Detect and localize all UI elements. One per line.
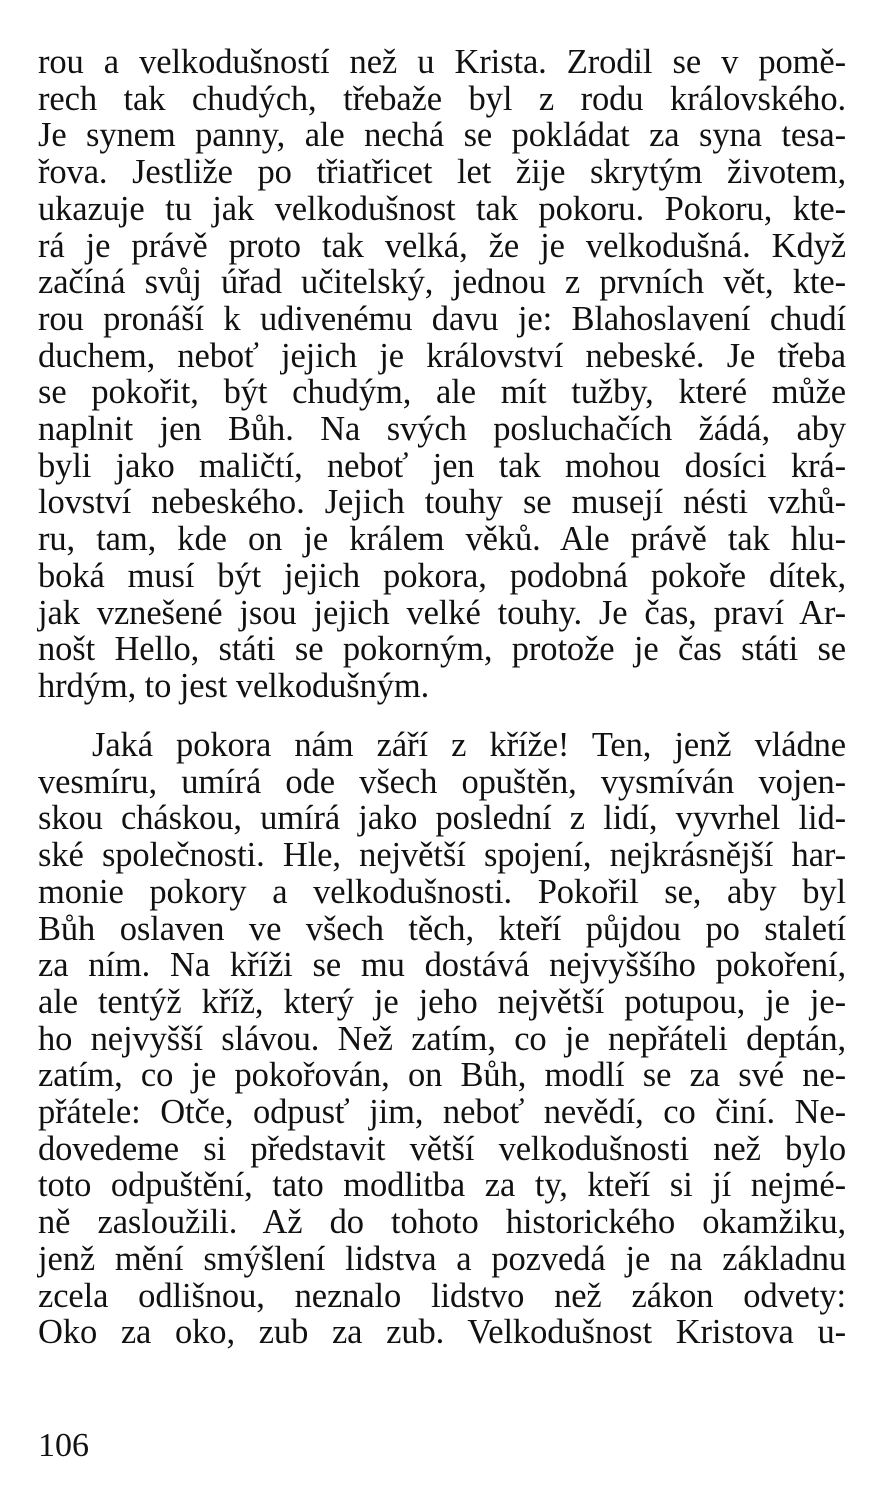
- text-line: jak vznešené jsou jejich velké touhy. Je čas, praví Ar-: [38, 593, 846, 632]
- text-line: rou a velkodušností než u Krista. Zrodil se v pomě-: [38, 43, 846, 81]
- text-line: Bůh oslaven ve všech těch, kteří půjdou po staletí: [38, 909, 846, 948]
- text-line: rech tak chudých, třebaže byl z rodu královského.: [38, 79, 846, 118]
- text-line: začíná svůj úřad učitelský, jednou z prvních vět, kte-: [38, 263, 846, 302]
- text-line: ru, tam, kde on je králem věků. Ale právě tak hlu-: [38, 520, 846, 559]
- text-line: boká musí být jejich pokora, podobná pokoře dítek,: [38, 556, 846, 595]
- paragraph-2: [38, 727, 846, 1351]
- text-line: nošt Hello, státi se pokorným, protože je čas státi se: [38, 630, 846, 669]
- text-line: dovedeme si představit větší velkodušnosti než bylo: [38, 1129, 846, 1168]
- text-line: lovství nebeského. Jejich touhy se musejí nésti vzhů-: [38, 483, 846, 522]
- text-line: ukazuje tu jak velkodušnost tak pokoru. Pokoru, kte-: [38, 189, 846, 228]
- text-line: duchem, neboť jejich je království nebeské. Je třeba: [38, 336, 846, 375]
- text-line: zatím, co je pokořován, on Bůh, modlí se za své ne-: [38, 1056, 846, 1095]
- text-line: za ním. Na kříži se mu dostává nejvyššího pokoření,: [38, 946, 846, 985]
- text-line: řova. Jestliže po třiatřicet let žije skrytým životem,: [38, 153, 846, 192]
- text-line: skou cháskou, umírá jako poslední z lidí, vyvrhel lid-: [38, 799, 846, 838]
- text-line: se pokořit, být chudým, ale mít tužby, které může: [38, 373, 846, 412]
- text-line: Je synem panny, ale nechá se pokládat za syna tesa-: [38, 116, 846, 155]
- text-line: byli jako maličtí, neboť jen tak mohou dosíci krá-: [38, 446, 846, 485]
- text-line: rá je právě proto tak velká, že je velkodušná. Když: [38, 226, 846, 265]
- text-line: toto odpuštění, tato modlitba za ty, kteří si jí nejmé-: [38, 1166, 846, 1205]
- text-line: zcela odlišnou, neznalo lidstvo než zákon odvety:: [38, 1276, 846, 1315]
- text-line: Oko za oko, zub za zub. Velkodušnost Kristova u-: [38, 1313, 846, 1352]
- text-line: přátele: Otče, odpusť jim, neboť nevědí, co činí. Ne-: [38, 1093, 846, 1132]
- text-line: naplnit jen Bůh. Na svých posluchačích žádá, aby: [38, 410, 846, 449]
- text-line: ale tentýž kříž, který je jeho největší potupou, je je-: [38, 982, 846, 1021]
- text-line: jenž mění smýšlení lidstva a pozvedá je na základnu: [38, 1239, 846, 1278]
- text-line: monie pokory a velkodušnosti. Pokořil se, aby byl: [38, 872, 846, 911]
- text-line: Jaká pokora nám září z kříže! Ten, jenž vládne: [92, 726, 846, 764]
- paragraph-1: [38, 44, 846, 705]
- text-line: rou pronáší k udivenému davu je: Blahoslavení chudí: [38, 299, 846, 338]
- text-line: ně zasloužili. Až do tohoto historického okamžiku,: [38, 1203, 846, 1242]
- text-line: ho nejvyšší slávou. Než zatím, co je nepřáteli deptán,: [38, 1019, 846, 1058]
- page-number: 106: [38, 1427, 89, 1464]
- text-line: vesmíru, umírá ode všech opuštěn, vysmíván vojen-: [38, 762, 846, 801]
- text-line: hrdým, to jest velkodušným.: [38, 666, 430, 705]
- text-line: ské společnosti. Hle, největší spojení, nejkrásnější har-: [38, 836, 846, 875]
